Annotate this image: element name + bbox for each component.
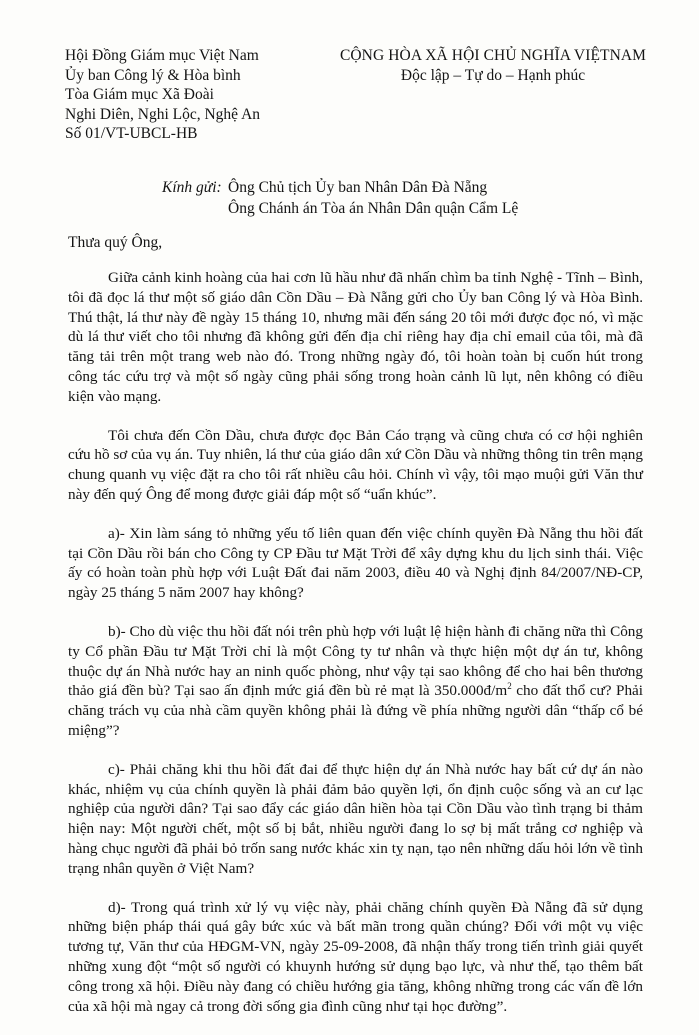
paragraph-intro: Giữa cảnh kinh hoàng của hai cơn lũ hầu như đã nhấn chìm ba tỉnh Nghệ - Tĩnh – Bình, tôi đã đọc lá thư một số giáo dân Cồn Dầu – Đà Nẵng gửi cho Ủy ban Công lý và Hòa Bình. Thú thật, lá thư này đề ngày 15 tháng 10, nhưng mãi đến sáng 20 tôi mới được đọc nó, vì mặc dù lá thư viết cho tôi nhưng đã không gửi đến địa chỉ riêng hay địa chỉ email của tôi, mà đã tăng tải trên một trang web nào đó. Trong những ngày đó, tôi hoàn toàn bị cuốn hút trong công tác cứu trợ và một số ngày cũng phải sống trong hoàn cảnh lũ lụt, nên không có điều kiện vào mạng. [68,269,643,405]
sender-block [65,46,260,144]
letter-body [68,268,643,1035]
country-name: CỘNG HÒA XÃ HỘI CHỦ NGHĨA VIỆTNAM [339,47,647,64]
national-header [318,46,668,85]
paragraph-question-b: b)- Cho dù việc thu hồi đất nói trên phù hợp với luật lệ hiện hành đi chăng nữa thì Công ty Cổ phần Đầu tư Mặt Trời chỉ là một Công ty tư nhân và thực hiện một dự án tư, không thuộc dự án Nhà nước hay an ninh quốc phòng, như vậy tại sao không để cho hai bên thương thảo giá đền bù? Tại sao ấn định mức giá đền bù rẻ mạt là $350.000đ/m^2$ cho đất thổ cư? Phải chăng trách vụ của nhà cầm quyền không phải là đứng về phía những người dân “thấp cổ bé miệng”? [68,622,643,739]
salutation: Thưa quý Ông, [68,234,163,251]
sender-line-3: Tòa Giám mục Xã Đoài [65,86,214,103]
recipient-1: Ông Chủ tịch Ủy ban Nhân Dân Đà Nẵng [228,179,488,196]
paragraph-question-d: d)- Trong quá trình xử lý vụ việc này, phải chăng chính quyền Đà Nẵng đã sử dụng những biện pháp thái quá gây bức xúc và bất mãn trong quần chúng? Đối với một vụ việc tương tự, Văn thư của HĐGM-VN, ngày 25-09-2008, đã nhận thấy trong tiến trình giải quyết những xung đột “một số người có khuynh hướng sử dụng bạo lực, và như thế, tạo thêm bất công trong xã hội. Điều này đang có chiều hướng gia tăng, không những trong các vấn đề lớn của xã hội mà ngay cả trong đời sống gia đình cũng như tại học đường”. [68,898,643,1015]
recipient-2: Ông Chánh án Tòa án Nhân Dân quận Cẩm Lệ [228,199,519,217]
national-motto: Độc lập – Tự do – Hạnh phúc [400,66,586,84]
reference-number: Số 01/VT-UBCL-HB [65,125,198,142]
sender-line-2: Ủy ban Công lý & Hòa bình [65,66,241,84]
paragraph-question-c: c)- Phải chăng khi thu hồi đất đai để thực hiện dự án Nhà nước hay bất cứ dự án nào khác, nhiệm vụ của chính quyền là phải đảm bảo quyền lợi, ổn định cuộc sống và an cư lạc nghiệp của người dân? Tại sao đẩy các giáo dân hiền hòa tại Cồn Dầu vào tình trạng bi thảm hiện nay: Một người chết, một số bị bắt, nhiều người đang lo sợ bị mất trắng cơ nghiệp và hàng chục người đã phải bỏ trốn sang nước khác xin tỵ nạn, tạo nên những dấu hỏi lớn về tình trạng nhân quyền ở Việt Nam? [68,760,643,877]
recipients-block [162,178,518,219]
paragraph-question-a: a)- Xin làm sáng tỏ những yếu tố liên quan đến việc chính quyền Đà Nẵng thu hồi đất tại Cồn Dầu rồi bán cho Công ty CP Đầu tư Mặt Trời để xây dựng khu du lịch sinh thái. Việc ấy có hoàn toàn phù hợp với Luật Đất đai năm 2003, điều 40 và Nghị định 84/2007/NĐ-CP, ngày 25 tháng 5 năm 2007 hay không? [68,524,643,602]
paragraph-context: Tôi chưa đến Cồn Dầu, chưa được đọc Bản Cáo trạng và cũng chưa có cơ hội nghiên cứu hồ sơ của vụ án. Tuy nhiên, lá thư của giáo dân xứ Cồn Dầu và những thông tin trên mạng chung quanh vụ việc đặt ra cho tôi rất nhiều câu hỏi. Chính vì vậy, tôi mạo muội gửi Văn thư này đến quý Ông để mong được giải đáp một số “uẩn khúc”. [68,426,643,503]
recipients-label: Kính gửi: [162,179,222,196]
sender-line-4: Nghi Diên, Nghi Lộc, Nghệ An [65,105,261,123]
sender-line-1: Hội Đồng Giám mục Việt Nam [65,47,259,64]
